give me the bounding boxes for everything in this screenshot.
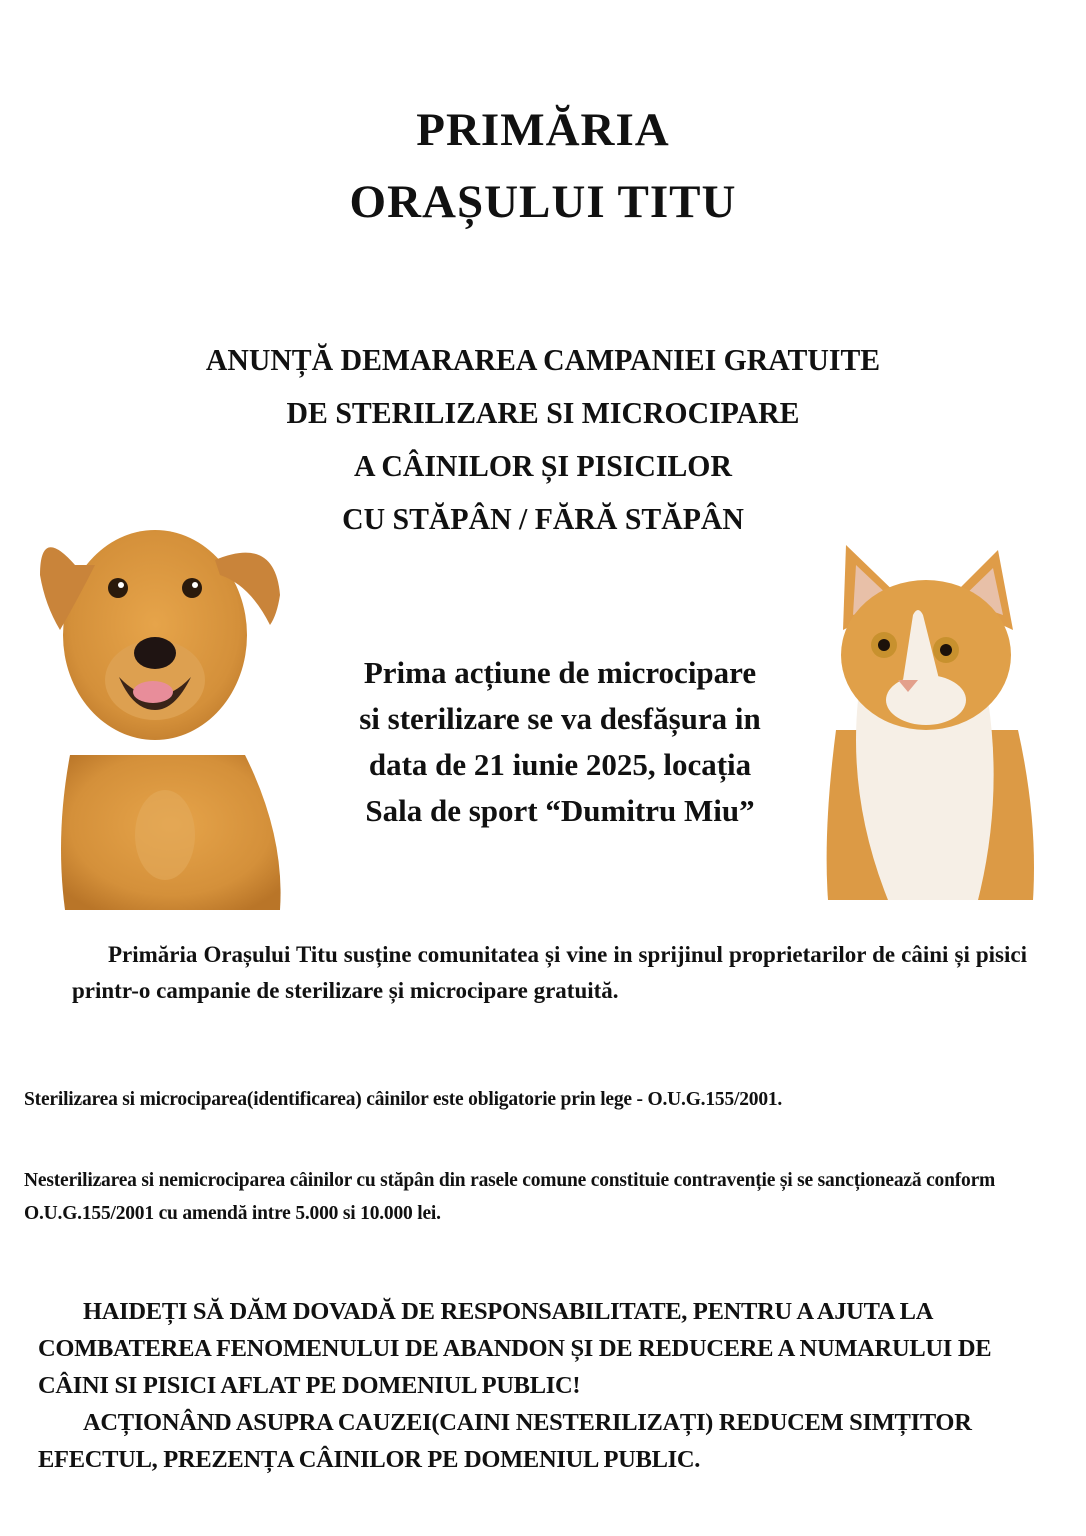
intro-paragraph: Primăria Orașului Titu susține comunitatea și vine in sprijinul proprietarilor de câini și pisici printr-o campanie de sterilizare și microcipare gratuită.: [72, 942, 1027, 1003]
announcement-line-1: ANUNȚĂ DEMARAREA CAMPANIEI GRATUITE: [205, 342, 881, 377]
announcement-line-3: A CÂINILOR ȘI PISICILOR: [354, 448, 732, 483]
event-line-2: si sterilizare se va desfășura in: [359, 701, 761, 736]
event-line-1: Prima acțiune de microcipare: [363, 655, 757, 690]
title-line-2: ORAȘULUI TITU: [349, 176, 737, 228]
title-line-1: PRIMĂRIA: [416, 104, 670, 156]
event-line-3: data de 21 iunie 2025, locația: [368, 747, 752, 782]
event-details: [0, 650, 1086, 834]
announcement-line-4: CU STĂPÂN / FĂRĂ STĂPÂN: [342, 501, 744, 536]
call-to-action: [38, 1293, 1048, 1478]
penalty-text: Nesterilizarea si nemicrociparea câinilor cu stăpân din rasele comune constituie contravenție și se sancționează conform O.U.G.155/2001 cu amendă intre 5.000 si 10.000 lei.: [24, 1170, 996, 1224]
cta-paragraph-1: HAIDEȚI SĂ DĂM DOVADĂ DE RESPONSABILITATE, PENTRU A AJUTA LA COMBATEREA FENOMENULUI DE ABANDON ȘI DE REDUCERE A NUMARULUI DE CÂINI SI PISICI AFLAT PE DOMENIUL PUBLIC!: [38, 1298, 992, 1399]
cta-paragraph-2: ACȚIONÂND ASUPRA CAUZEI(CAINI NESTERILIZAȚI) REDUCEM SIMȚITOR EFECTUL, PREZENȚA CÂINILOR PE DOMENIUL PUBLIC.: [38, 1409, 972, 1473]
event-line-4: Sala de sport “Dumitru Miu”: [365, 793, 755, 828]
announcement-line-2: DE STERILIZARE SI MICROCIPARE: [286, 395, 800, 430]
legal-requirement-text: Sterilizarea si microciparea(identificarea) câinilor este obligatorie prin lege - O.U.G.155/2001.: [24, 1089, 783, 1110]
